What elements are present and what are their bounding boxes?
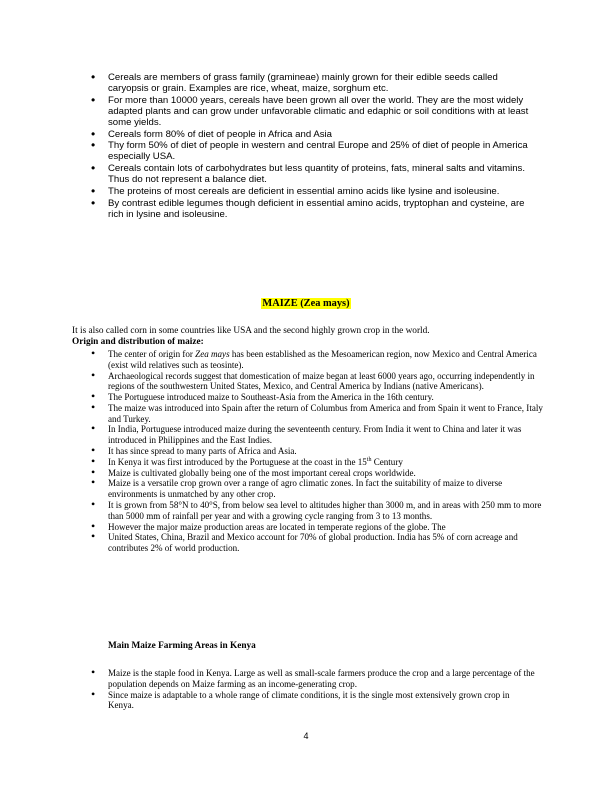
highlighted-title-text: MAIZE (Zea mays) (262, 298, 350, 309)
list-item: • The center of origin for Zea mays has been established as the Mesoamerican region, now Mexico and Central America (exist wild relatives such as teosinte). (108, 349, 546, 371)
species-name: Zea mays (195, 349, 230, 359)
intro-paragraph: It is also called corn in some countries like USA and the second highly grown crop in the world. (72, 326, 430, 336)
list-item: • The Portuguese introduced maize to Southeast-Asia from the America in the 16th century. (108, 392, 546, 403)
list-item: • Maize is cultivated globally being one of the most important cereal crops worldwide. (108, 468, 546, 479)
list-item: • Since maize is adaptable to a whole range of climate conditions, it is the single most extensively grown crop in Kenya. (108, 690, 536, 712)
list-item: • Archaeological records suggest that domestication of maize began at least 6000 years ago, occurring independently in regions of the southwestern United States, Mexico, and Central America by Indians (native Americans). (108, 371, 546, 393)
superscript: th (366, 456, 372, 463)
list-item: • Cereals contain lots of carbohydrates but less quantity of proteins, fats, mineral salts and vitamins. Thus do not represent a balance diet. (108, 163, 538, 185)
cereals-bullet-list (108, 72, 538, 220)
list-item: • The proteins of most cereals are deficient in essential amino acids like lysine and isoleusine. (108, 186, 538, 197)
list-item: • Cereals are members of grass family (gramineae) mainly grown for their edible seeds called caryopsis or grain. Examples are rice, wheat, maize, sorghum etc. (108, 72, 538, 94)
list-item: • United States, China, Brazil and Mexico account for 70% of global production. India has 5% of corn acreage and contributes 2% of world production. (108, 532, 546, 554)
list-item: • Maize is a versatile crop grown over a range of agro climatic zones. In fact the suitability of maize to diverse environments is unmatched by any other crop. (108, 478, 546, 500)
kenya-bullet-list (108, 668, 536, 711)
page-number: 4 (303, 731, 309, 741)
list-item: • Maize is the staple food in Kenya. Large as well as small-scale farmers produce the crop and a large percentage of the population depends on Maize farming as an income-generating crop. (108, 668, 536, 690)
list-item: • In India, Portuguese introduced maize during the seventeenth century. From India it went to China and later it was introduced in Philippines and the East Indies. (108, 424, 546, 446)
list-item: • For more than 10000 years, cereals have been grown all over the world. They are the most widely adapted plants and can grow under unfavorable climatic and edaphic or soil conditions with at least some yields. (108, 95, 538, 128)
list-item: • Cereals form 80% of diet of people in Africa and Asia (108, 129, 538, 140)
list-item: • In Kenya it was first introduced by the Portuguese at the coast in the 15th Century (108, 457, 546, 468)
list-item: • By contrast edible legumes though deficient in essential amino acids, tryptophan and cysteine, are rich in lysine and isoleusine. (108, 198, 538, 220)
list-item: • It has since spread to many parts of Africa and Asia. (108, 446, 546, 457)
section-title (0, 298, 612, 310)
list-item: • However the major maize production areas are located in temperate regions of the globe. The (108, 522, 546, 533)
list-item: • It is grown from 58°N to 40°S, from below sea level to altitudes higher than 3000 m, and in areas with 250 mm to more than 5000 mm of rainfall per year and with a growing cycle ranging from 3 to 13 months. (108, 500, 546, 522)
kenya-heading: Main Maize Farming Areas in Kenya (108, 641, 256, 651)
list-item: • The maize was introduced into Spain after the return of Columbus from America and from Spain it went to France, Italy and Turkey. (108, 403, 546, 425)
list-item: • Thy form 50% of diet of people in western and central Europe and 25% of diet of people in America especially USA. (108, 140, 538, 162)
origin-bullet-list (108, 349, 546, 554)
origin-heading: Origin and distribution of maize: (72, 337, 204, 347)
